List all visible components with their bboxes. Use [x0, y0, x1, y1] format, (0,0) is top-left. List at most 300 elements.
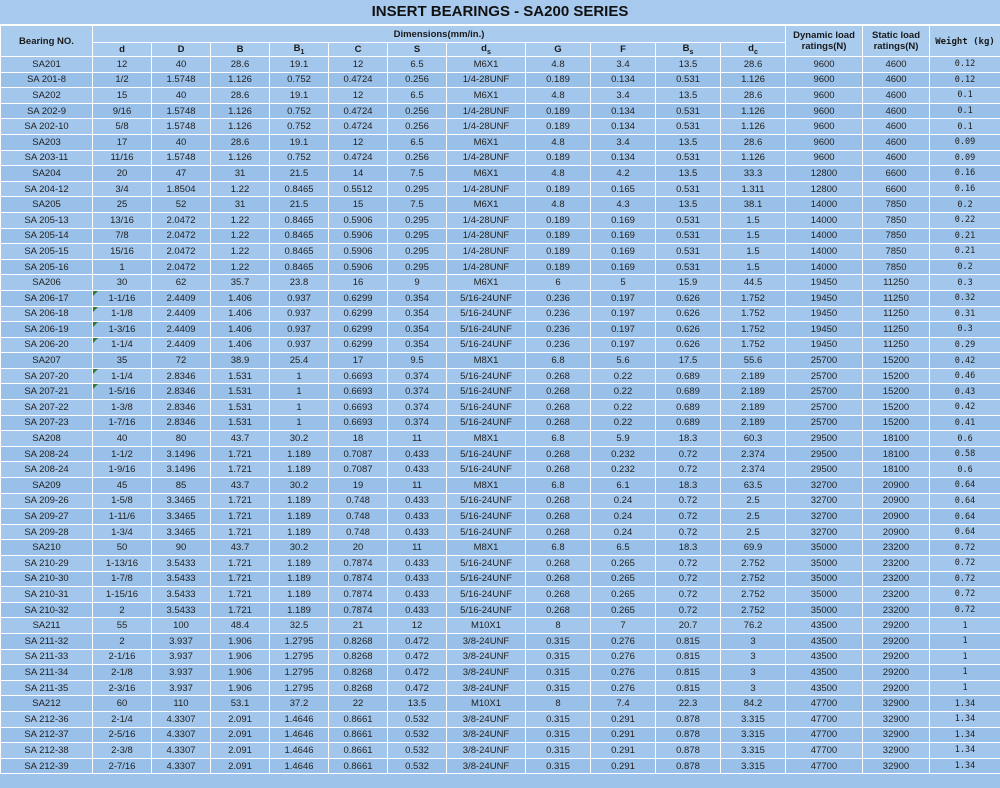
- cell-value: 0.5906: [343, 245, 373, 257]
- cell-S: [388, 134, 447, 150]
- cell-value: 1: [296, 401, 302, 413]
- header-dim-symbol: S: [413, 44, 421, 55]
- cell-value: 25: [116, 199, 128, 211]
- cell-value: 19450: [810, 323, 838, 335]
- cell-B: [211, 72, 270, 88]
- cell-value: 1.189: [287, 448, 311, 460]
- cell-dynamic-load: [786, 665, 863, 681]
- cell-bearing-no: [1, 353, 93, 369]
- cell-S: [388, 103, 447, 119]
- cell-C: [329, 602, 388, 618]
- cell-value: 28.6: [743, 58, 763, 70]
- cell-static-load: [863, 306, 930, 322]
- cell-value: 4.3307: [166, 729, 196, 741]
- cell-value: 13.5: [678, 58, 698, 70]
- cell-bearing-no: [1, 602, 93, 618]
- cell-Bs: [656, 228, 721, 244]
- cell-Bs: [656, 259, 721, 275]
- cell-F: [591, 337, 656, 353]
- cell-value: 0.878: [676, 729, 700, 741]
- cell-value: 1.531: [228, 417, 252, 429]
- table-row: [1, 119, 1000, 135]
- cell-value: 7850: [885, 230, 907, 242]
- cell-G: [526, 306, 591, 322]
- cell-static-load: [863, 228, 930, 244]
- cell-value: 47700: [810, 729, 838, 741]
- table-row: [1, 711, 1000, 727]
- cell-D: [152, 556, 211, 572]
- cell-value: 32900: [882, 760, 910, 772]
- cell-Bs: [656, 166, 721, 182]
- cell-value: 2.189: [741, 401, 765, 413]
- cell-Bs: [656, 306, 721, 322]
- cell-S: [388, 244, 447, 260]
- cell-B1: [270, 696, 329, 712]
- cell-Bs: [656, 119, 721, 135]
- cell-Bs: [656, 212, 721, 228]
- header-dynamic-load: Dynamic load ratings(N): [786, 26, 863, 57]
- cell-B1: [270, 244, 329, 260]
- table-row: [1, 602, 1000, 618]
- cell-bearing-no: [1, 150, 93, 166]
- cell-dynamic-load: [786, 758, 863, 774]
- cell-value: 0.626: [676, 308, 700, 320]
- cell-value: 0.236: [546, 308, 570, 320]
- cell-value: 0.7874: [343, 573, 373, 585]
- cell-static-load: [863, 696, 930, 712]
- cell-value: 11: [412, 542, 422, 554]
- cell-static-load: [863, 602, 930, 618]
- cell-Bs: [656, 72, 721, 88]
- cell-value: 3.1496: [166, 448, 196, 460]
- cell-weight: [930, 649, 1000, 665]
- cell-value: 5/16-24UNF: [460, 604, 512, 616]
- cell-bearing-no: [1, 119, 93, 135]
- cell-D: [152, 72, 211, 88]
- header-dim-symbol: C: [354, 44, 362, 55]
- table-row: [1, 665, 1000, 681]
- cell-static-load: [863, 368, 930, 384]
- cell-bearing-no: [1, 181, 93, 197]
- cell-value: 1/4-28UNF: [462, 105, 510, 117]
- header-dim-symbol: D: [177, 44, 185, 55]
- cell-C: [329, 337, 388, 353]
- cell-ds: [447, 649, 526, 665]
- cell-value: 0.41: [954, 417, 976, 428]
- cell-value: M6X1: [473, 277, 499, 289]
- cell-value: 7.5: [410, 167, 424, 179]
- cell-B1: [270, 150, 329, 166]
- cell-F: [591, 727, 656, 743]
- cell-value: 23200: [882, 557, 910, 569]
- cell-value: SA 208-24: [24, 464, 69, 476]
- cell-ds: [447, 665, 526, 681]
- cell-value: 0.815: [676, 651, 700, 663]
- cell-F: [591, 306, 656, 322]
- cell-bearing-no: [1, 478, 93, 494]
- cell-C: [329, 259, 388, 275]
- cell-value: 3.4: [616, 58, 630, 70]
- cell-B: [211, 166, 270, 182]
- cell-d: [93, 337, 152, 353]
- cell-value: 0.189: [546, 152, 570, 164]
- cell-value: 0.4724: [343, 74, 373, 86]
- cell-static-load: [863, 680, 930, 696]
- cell-ds: [447, 88, 526, 104]
- cell-value: 0.64: [954, 527, 976, 538]
- cell-value: SA 206-17: [24, 292, 69, 304]
- cell-d: [93, 711, 152, 727]
- cell-d: [93, 587, 152, 603]
- cell-value: 0.8465: [284, 183, 314, 195]
- cell-value: 12800: [810, 183, 838, 195]
- cell-value: 47700: [810, 744, 838, 756]
- cell-value: SA 212-36: [24, 713, 69, 725]
- cell-ds: [447, 431, 526, 447]
- cell-bearing-no: [1, 431, 93, 447]
- cell-value: 0.134: [611, 74, 635, 86]
- cell-F: [591, 57, 656, 73]
- cell-value: 0.169: [611, 214, 635, 226]
- header-static-load: Static load ratings(N): [863, 26, 930, 57]
- cell-value: 2-5/16: [108, 729, 136, 741]
- cell-value: 1.4646: [284, 729, 314, 741]
- cell-C: [329, 524, 388, 540]
- cell-value: 28.6: [230, 89, 250, 101]
- cell-dynamic-load: [786, 259, 863, 275]
- cell-value: 0.8268: [343, 635, 373, 647]
- cell-value: 6.8: [551, 479, 565, 491]
- cell-B: [211, 462, 270, 478]
- cell-value: 5.6: [616, 355, 630, 367]
- cell-F: [591, 322, 656, 338]
- cell-value: 55: [116, 620, 128, 632]
- cell-value: 0.532: [405, 729, 429, 741]
- cell-value: 0.232: [611, 448, 635, 460]
- cell-weight: [930, 727, 1000, 743]
- cell-value: 1-7/16: [108, 417, 136, 429]
- cell-static-load: [863, 446, 930, 462]
- cell-value: 2-1/4: [111, 713, 133, 725]
- cell-weight: [930, 415, 1000, 431]
- cell-value: 6.8: [551, 542, 565, 554]
- cell-value: 0.295: [405, 214, 429, 226]
- cell-value: 0.815: [676, 666, 700, 678]
- cell-d: [93, 758, 152, 774]
- cell-value: 0.24: [613, 511, 633, 523]
- cell-S: [388, 696, 447, 712]
- cell-value: 15200: [882, 401, 910, 413]
- cell-weight: [930, 259, 1000, 275]
- cell-G: [526, 587, 591, 603]
- cell-bearing-no: [1, 415, 93, 431]
- cell-value: 0.531: [676, 74, 700, 86]
- cell-d: [93, 228, 152, 244]
- cell-G: [526, 680, 591, 696]
- cell-bearing-no: [1, 711, 93, 727]
- header-dim-symbol: B: [682, 43, 690, 55]
- cell-B: [211, 758, 270, 774]
- cell-B1: [270, 368, 329, 384]
- cell-value: 2.752: [741, 573, 765, 585]
- cell-value: 2.4409: [166, 339, 196, 351]
- cell-ds: [447, 166, 526, 182]
- cell-value: 0.42: [954, 402, 976, 413]
- cell-value: 31: [234, 167, 246, 179]
- cell-weight: [930, 571, 1000, 587]
- cell-G: [526, 244, 591, 260]
- cell-dc: [721, 353, 786, 369]
- cell-value: 1.752: [741, 292, 765, 304]
- cell-value: M6X1: [473, 58, 499, 70]
- header-dim-subscript: s: [689, 48, 694, 56]
- cell-dc: [721, 368, 786, 384]
- cell-ds: [447, 290, 526, 306]
- cell-weight: [930, 353, 1000, 369]
- cell-d: [93, 306, 152, 322]
- cell-Bs: [656, 103, 721, 119]
- cell-ds: [447, 524, 526, 540]
- cell-F: [591, 540, 656, 556]
- cell-value: 1-15/16: [105, 588, 139, 600]
- cell-value: 2.8346: [166, 417, 196, 429]
- cell-value: SA 205-13: [24, 214, 69, 226]
- cell-S: [388, 275, 447, 291]
- cell-B1: [270, 633, 329, 649]
- cell-Bs: [656, 150, 721, 166]
- cell-B: [211, 290, 270, 306]
- cell-dynamic-load: [786, 743, 863, 759]
- cell-dynamic-load: [786, 509, 863, 525]
- cell-dynamic-load: [786, 462, 863, 478]
- comment-marker-icon: [93, 307, 98, 312]
- header-dim-symbol: d: [748, 43, 754, 55]
- cell-value: 21: [352, 620, 364, 632]
- cell-value: 3/8-24UNF: [462, 760, 510, 772]
- cell-dc: [721, 665, 786, 681]
- cell-weight: [930, 633, 1000, 649]
- cell-value: 18: [352, 433, 364, 445]
- cell-G: [526, 711, 591, 727]
- cell-value: 40: [175, 136, 187, 148]
- header-weight: [930, 26, 1000, 57]
- cell-value: 32900: [882, 729, 910, 741]
- header-dim-subscript: s: [486, 48, 491, 56]
- cell-value: 0.31: [954, 308, 976, 319]
- cell-value: 4600: [885, 74, 907, 86]
- cell-C: [329, 384, 388, 400]
- cell-C: [329, 57, 388, 73]
- cell-static-load: [863, 493, 930, 509]
- header-dim-dc: [721, 43, 786, 57]
- cell-value: 18.3: [678, 479, 698, 491]
- cell-value: 1/4-28UNF: [462, 121, 510, 133]
- cell-value: 85: [175, 479, 187, 491]
- cell-value: SA 209-28: [24, 526, 69, 538]
- cell-value: M6X1: [473, 199, 499, 211]
- cell-value: 0.8661: [343, 744, 373, 756]
- cell-d: [93, 290, 152, 306]
- cell-weight: [930, 290, 1000, 306]
- table-row: [1, 134, 1000, 150]
- table-row: [1, 88, 1000, 104]
- cell-value: 3: [750, 651, 756, 663]
- cell-C: [329, 587, 388, 603]
- cell-value: 0.532: [405, 760, 429, 772]
- cell-dc: [721, 587, 786, 603]
- cell-S: [388, 212, 447, 228]
- cell-D: [152, 368, 211, 384]
- cell-Bs: [656, 244, 721, 260]
- cell-value: 15/16: [110, 245, 134, 257]
- cell-C: [329, 665, 388, 681]
- bearing-spec-table: [0, 25, 1000, 774]
- cell-value: 0.189: [546, 105, 570, 117]
- cell-C: [329, 696, 388, 712]
- cell-value: 0.7874: [343, 604, 373, 616]
- cell-dynamic-load: [786, 134, 863, 150]
- cell-value: 44.5: [743, 277, 763, 289]
- cell-value: M6X1: [473, 89, 499, 101]
- cell-value: 0.295: [405, 230, 429, 242]
- cell-G: [526, 88, 591, 104]
- cell-value: 0.6693: [343, 386, 373, 398]
- cell-value: 0.276: [611, 651, 635, 663]
- cell-D: [152, 665, 211, 681]
- cell-value: 13.5: [678, 167, 698, 179]
- cell-d: [93, 57, 152, 73]
- cell-value: 1.22: [230, 230, 250, 242]
- cell-G: [526, 509, 591, 525]
- cell-G: [526, 259, 591, 275]
- cell-value: 1.406: [228, 292, 252, 304]
- cell-Bs: [656, 290, 721, 306]
- cell-value: SA 209-27: [24, 511, 69, 523]
- cell-value: 0.189: [546, 230, 570, 242]
- header-dim-bs: [656, 43, 721, 57]
- cell-Bs: [656, 571, 721, 587]
- cell-value: SA201: [32, 58, 61, 70]
- cell-value: 110: [173, 698, 189, 710]
- cell-value: 40: [175, 89, 187, 101]
- cell-value: 25.4: [289, 355, 309, 367]
- cell-value: 0.268: [546, 526, 570, 538]
- cell-value: 0.276: [611, 666, 635, 678]
- header-dim-g: [526, 43, 591, 57]
- cell-value: 2.0472: [166, 230, 196, 242]
- cell-value: 0.22: [954, 215, 976, 226]
- cell-d: [93, 166, 152, 182]
- cell-value: 1-7/8: [111, 573, 133, 585]
- cell-bearing-no: [1, 244, 93, 260]
- cell-D: [152, 400, 211, 416]
- cell-C: [329, 72, 388, 88]
- cell-value: 43500: [810, 620, 838, 632]
- cell-value: 0.433: [405, 588, 429, 600]
- cell-Bs: [656, 197, 721, 213]
- cell-S: [388, 72, 447, 88]
- cell-dynamic-load: [786, 587, 863, 603]
- cell-B1: [270, 524, 329, 540]
- cell-dynamic-load: [786, 649, 863, 665]
- cell-value: 0.43: [954, 386, 976, 397]
- cell-C: [329, 509, 388, 525]
- cell-dynamic-load: [786, 57, 863, 73]
- cell-dynamic-load: [786, 306, 863, 322]
- cell-dc: [721, 478, 786, 494]
- cell-F: [591, 166, 656, 182]
- cell-value: 1/4-28UNF: [462, 183, 510, 195]
- cell-D: [152, 306, 211, 322]
- cell-value: 32900: [882, 713, 910, 725]
- cell-S: [388, 587, 447, 603]
- cell-B1: [270, 290, 329, 306]
- cell-G: [526, 446, 591, 462]
- cell-value: 12800: [810, 167, 838, 179]
- cell-value: 1.22: [230, 261, 250, 273]
- cell-dc: [721, 540, 786, 556]
- cell-F: [591, 758, 656, 774]
- cell-dynamic-load: [786, 150, 863, 166]
- cell-D: [152, 446, 211, 462]
- cell-F: [591, 244, 656, 260]
- cell-static-load: [863, 711, 930, 727]
- cell-weight: [930, 134, 1000, 150]
- cell-dynamic-load: [786, 524, 863, 540]
- table-row: [1, 540, 1000, 556]
- cell-dynamic-load: [786, 290, 863, 306]
- cell-value: 0.315: [546, 635, 570, 647]
- cell-ds: [447, 415, 526, 431]
- cell-F: [591, 368, 656, 384]
- cell-S: [388, 415, 447, 431]
- cell-value: 0.937: [287, 308, 311, 320]
- cell-value: 30.2: [289, 433, 309, 445]
- cell-value: 1.721: [228, 495, 252, 507]
- cell-Bs: [656, 618, 721, 634]
- cell-dc: [721, 322, 786, 338]
- cell-S: [388, 649, 447, 665]
- cell-d: [93, 212, 152, 228]
- table-row: [1, 462, 1000, 478]
- table-row: [1, 212, 1000, 228]
- cell-dc: [721, 711, 786, 727]
- cell-value: 0.22: [613, 417, 633, 429]
- cell-weight: [930, 602, 1000, 618]
- cell-value: 2.374: [741, 448, 765, 460]
- cell-value: 1.906: [228, 682, 252, 694]
- cell-value: 1/4-28UNF: [462, 245, 510, 257]
- cell-value: 0.197: [611, 292, 635, 304]
- cell-value: 0.12: [954, 74, 976, 85]
- cell-Bs: [656, 446, 721, 462]
- cell-value: 0.8465: [284, 214, 314, 226]
- cell-B: [211, 337, 270, 353]
- cell-value: 1.5748: [166, 74, 196, 86]
- cell-value: 80: [175, 433, 187, 445]
- cell-value: SA212: [32, 698, 61, 710]
- cell-value: 2.189: [741, 386, 765, 398]
- header-dim-ds: [447, 43, 526, 57]
- cell-S: [388, 166, 447, 182]
- cell-d: [93, 540, 152, 556]
- cell-dc: [721, 166, 786, 182]
- cell-B1: [270, 415, 329, 431]
- cell-dc: [721, 103, 786, 119]
- cell-value: 0.09: [954, 152, 976, 163]
- cell-value: 0.189: [546, 121, 570, 133]
- cell-value: 43500: [810, 666, 838, 678]
